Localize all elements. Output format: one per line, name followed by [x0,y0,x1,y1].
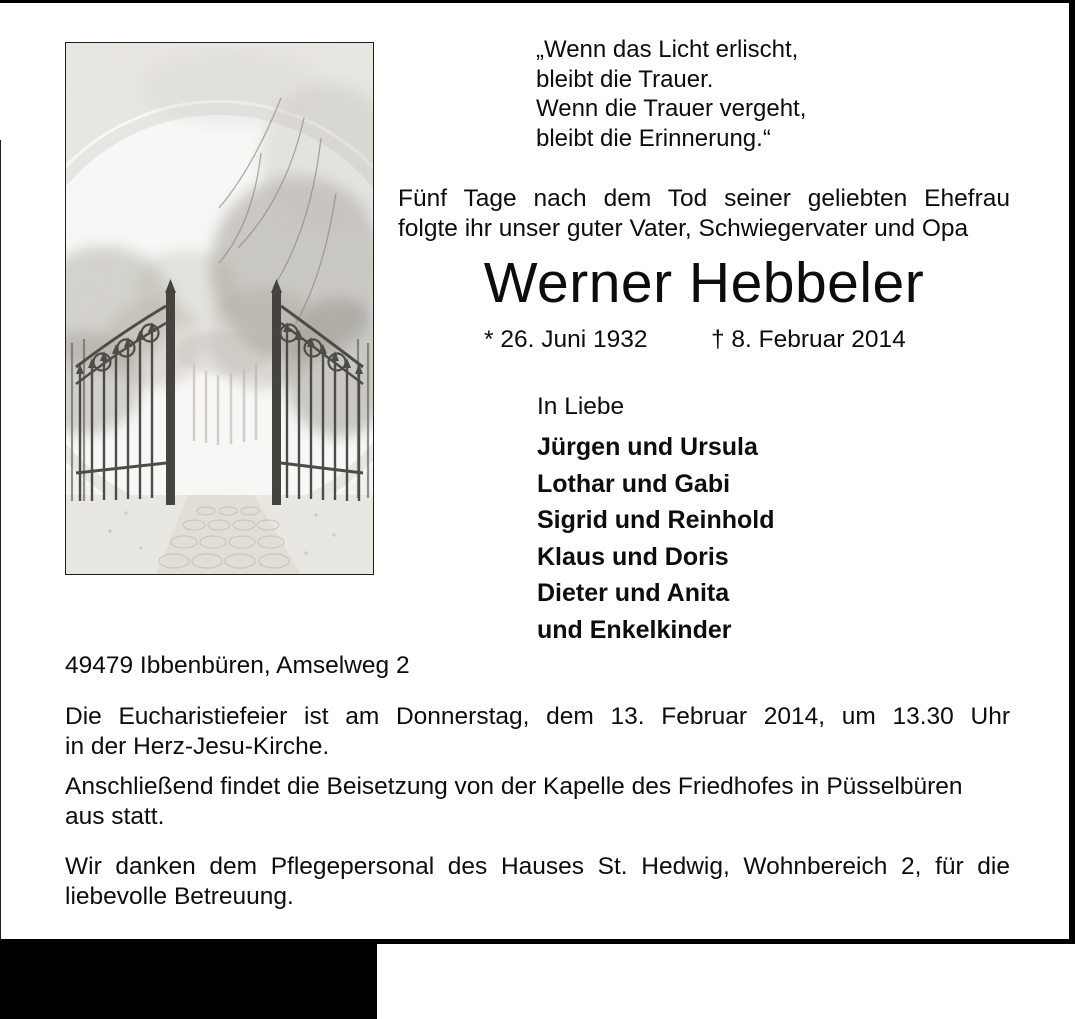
thanks-line: Wir danken dem Pflegepersonal des Hauses St. Hedwig, Wohnbereich 2, für die [65,853,1010,880]
quote-line: „Wenn das Licht erlischt, [536,36,799,63]
service-line: in der Herz-Jesu-Kirche. [65,732,330,760]
top-frame-rule [0,0,1075,3]
quote-line: bleibt die Trauer. [536,65,714,93]
mourner-name: Lothar und Gabi [537,469,731,498]
adjacent-content-block [0,939,377,1019]
left-frame-rule [0,140,1,941]
service-line: Die Eucharistiefeier ist am Donnerstag, dem 13. Februar 2014, um 13.30 Uhr [65,703,1010,730]
intro-paragraph [398,184,1010,243]
address-line: 49479 Ibbenbüren, Amselweg 2 [65,652,410,679]
quote-line: Wenn die Trauer vergeht, [536,95,807,122]
burial-paragraph [65,772,1010,831]
mourner-name: und Enkelkinder [537,615,732,644]
mourner-name: Jürgen und Ursula [537,433,758,461]
mourning-intro: In Liebe [537,393,625,420]
intro-line: Fünf Tage nach dem Tod seiner geliebten Ehefrau [398,185,1010,212]
quote-line: bleibt die Erinnerung.“ [536,124,771,152]
burial-line: Anschließend findet die Beisetzung von der Kapelle des Friedhofes in Püsselbüren [65,773,963,800]
mourner-name: Dieter und Anita [537,579,730,608]
death-date: † 8. Februar 2014 [711,326,906,353]
memorial-quote [536,35,806,153]
cemetery-gate-photo [65,42,374,575]
thanks-line: liebevolle Betreuung. [65,882,294,910]
deceased-name: Werner Hebbeler [483,251,925,315]
mourner-name: Klaus und Doris [537,542,729,571]
mourner-name: Sigrid und Reinhold [537,506,775,535]
intro-line: folgte ihr unser guter Vater, Schwiegervater und Opa [398,214,969,242]
mourners-list [537,429,774,649]
right-frame-rule [1069,0,1075,941]
thanks-paragraph [65,852,1010,911]
burial-line: aus statt. [65,802,165,830]
birth-date: * 26. Juni 1932 [484,326,648,353]
service-paragraph [65,702,1010,761]
